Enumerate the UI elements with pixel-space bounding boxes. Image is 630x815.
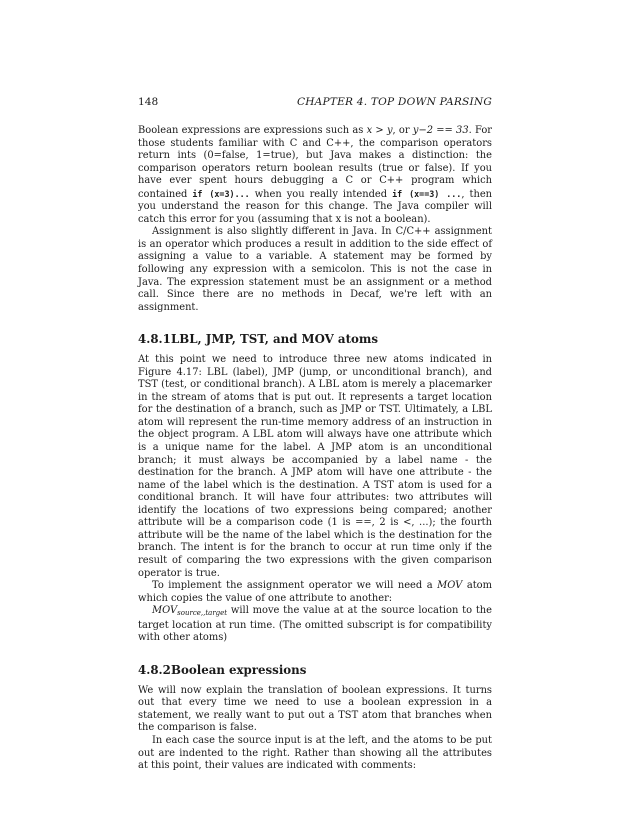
paragraph-mov-def: $MOV_{source,,target}$ will move the value at at the source location to the target location at run time. (The omitted subscript is for compatibility with other atoms): [138, 605, 492, 644]
section-heading-4-8-2: [138, 663, 492, 677]
section-number: 4.8.1: [138, 332, 171, 347]
page-number: 148: [138, 96, 159, 108]
paragraph-atoms: At this point we need to introduce three new atoms indicated in Figure 4.17: LBL (label), JMP (jump, or unconditional branch), and TST (test, or conditional branch). A LBL atom is merely a placemarker in the stream of atoms that is put out. It represents a target location for the destination of a branch, such as JMP or TST. Ultimately, a LBL atom will represent the run-time memory address of an instruction in the object program. A LBL atom will always have one attribute which is a unique name for the label. A JMP atom is an unconditional branch; it must always be accompanied by a label name - the destination for the branch. A JMP atom will have one attribute - the name of the label which is the destination. A TST atom is used for a conditional branch. It will have four attributes: two attributes will identify the locations of two expressions being compared; another attribute will be a comparison code (1 is ==, 2 is <, ...); the fourth attribute will be the name of the label which is the destination for the branch. The intent is for the branch to occur at run time only if the result of comparing the two expressions with the given comparison operator is true.: [138, 354, 492, 579]
chapter-title: CHAPTER 4. TOP DOWN PARSING: [296, 96, 492, 108]
section-heading-4-8-1: [138, 332, 492, 346]
paragraph-assignment: Assignment is also slightly different in Java. In C/C++ assignment is an operator which produces a result in addition to the side effect of assigning a value to a variable. A statement may be formed by following any expression with a semicolon. This is not the case in Java. The expression statement must be an assignment or a method call. Since there are no methods in Decaf, we're left with an assignment.: [138, 226, 492, 313]
paragraph-source-input: In each case the source input is at the left, and the atoms to be put out are indented to the right. Rather than showing all the attributes at this point, their values are indicated with comments:: [138, 734, 492, 772]
paragraph-boolean-intro: Boolean expressions are expressions such as x > y, or y−2 == 33. For those students familiar with C and C++, the comparison operators return ints (0=false, 1=true), but Java makes a distinction: the comparison operators return boolean results (true or false). If you have ever spent hours debugging a C or C++ program which contained if (x=3)... when you really intended if (x==3) ..., then you understand the reason for this change. The Java compiler will catch this error for you (assuming that x is not a boolean).: [138, 125, 493, 225]
code-inline: if (x=3)...: [192, 188, 250, 199]
paragraph-boolean-translation: We will now explain the translation of boolean expressions. It turns out that every time we need to use a boolean expression in a statement, we really want to put out a TST atom that branches when the comparison is false.: [138, 684, 492, 734]
paragraph-mov-intro: To implement the assignment operator we will need a MOV atom which copies the value of one attribute to another:: [138, 580, 492, 604]
body-text: [138, 125, 492, 773]
math-inline: y−2 == 33: [412, 125, 469, 136]
section-title: LBL, JMP, TST, and MOV atoms: [171, 332, 379, 347]
section-title: Boolean expressions: [171, 662, 307, 677]
code-inline: if (x==3) ...: [392, 188, 462, 199]
math-inline: x > y: [366, 125, 393, 136]
section-number: 4.8.2: [138, 662, 171, 677]
